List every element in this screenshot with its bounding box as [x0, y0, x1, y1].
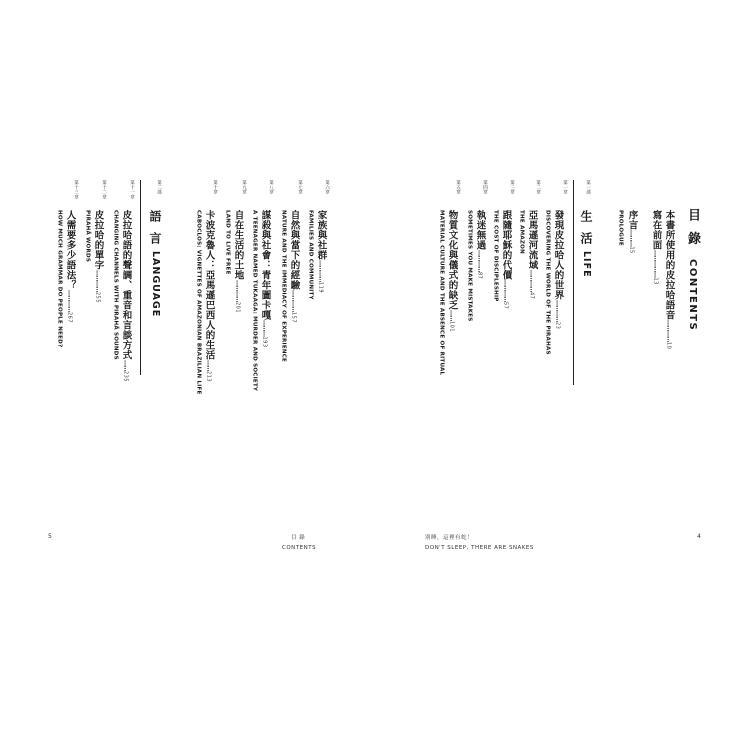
- entry-title: 發現皮拉哈人的世界: [552, 210, 564, 300]
- chapter-3-label: 第三章: [509, 180, 515, 195]
- chapter-1-label: 第一章: [562, 180, 568, 195]
- running-head-en-right: DON'T SLEEP, THERE ARE SNAKES: [425, 545, 534, 551]
- page-ref: 101: [448, 321, 455, 333]
- page-ref: 23: [554, 322, 561, 330]
- chapter-5-label: 第五章: [455, 180, 461, 195]
- page-ref: 119: [317, 282, 324, 294]
- chapter-13-en: HOW MUCH GRAMMAR DO PEOPLE NEED?: [56, 210, 63, 348]
- page-ref: 10: [665, 342, 672, 350]
- page-ref: 13: [652, 277, 659, 285]
- part-one-label: 第一部: [585, 180, 591, 195]
- chapter-6-en: FAMILIES AND COMMUNITY: [307, 210, 314, 300]
- entry-title: 謀殺與社會：青年圖卡嘎: [259, 210, 271, 320]
- toc-entry-chapter-12[interactable]: 皮拉哈的單字…………255: [92, 210, 104, 304]
- part-two-label: 第二部: [156, 180, 162, 195]
- chapter-1-en: DISCOVERING THE WORLD OF THE PIRAHAS: [544, 210, 551, 355]
- chapter-12-en: PIRAHÃ WORDS: [84, 210, 91, 263]
- part-two-cn: 語 言: [148, 210, 162, 248]
- toc-entry-chapter-6[interactable]: 家族與社群…………119: [315, 210, 327, 294]
- chapter-5-en: MATERIAL CULTURE AND THE ABSENCE OF RITUAL: [438, 210, 445, 376]
- running-head-cn-right: 別睡，這裡有蛇！: [425, 535, 474, 541]
- entry-title: 跟隨耶穌的代價: [500, 210, 512, 280]
- toc-entry-chapter-5[interactable]: 物質文化與儀式的缺乏……101: [446, 210, 458, 333]
- entry-title: 物質文化與儀式的缺乏: [446, 210, 458, 310]
- entry-title: 人需要多少語法？: [64, 210, 76, 290]
- toc-entry-chapter-13[interactable]: 人需要多少語法？…………267: [64, 210, 76, 324]
- page-ref: 235: [122, 371, 129, 383]
- page-ref: 267: [66, 312, 73, 324]
- page-number-right: 4: [697, 533, 701, 540]
- page-ref: 15: [628, 246, 635, 254]
- entry-title: 自在生活的土地: [232, 210, 244, 280]
- toc-entry-chapter-1[interactable]: 發現皮拉哈人的世界…………23: [552, 210, 564, 330]
- part-one-heading: [578, 210, 594, 278]
- part-two-rule: [140, 180, 141, 375]
- page-ref: 213: [205, 371, 212, 383]
- chapter-13-label: 第十三章: [73, 180, 79, 200]
- page-ref: 193: [261, 336, 268, 348]
- toc-title: [684, 208, 700, 331]
- entry-title: 寫在前面: [650, 210, 662, 250]
- entry-title: 序言: [626, 210, 638, 230]
- page-ref: 47: [528, 292, 535, 300]
- chapter-10-label: 第十章: [212, 180, 218, 195]
- toc-entry-chapter-7[interactable]: 自然與當下的經驗…………157: [288, 210, 300, 324]
- toc-entry-foreword[interactable]: 寫在前面……………13: [650, 210, 662, 285]
- chapter-4-label: 第四章: [482, 180, 488, 195]
- page-ref: 57: [502, 302, 509, 310]
- chapter-8-label: 第八章: [268, 180, 274, 195]
- page-ref: 255: [94, 292, 101, 304]
- page-ref: 157: [290, 312, 297, 324]
- chapter-7-label: 第七章: [297, 180, 303, 195]
- toc-entry-chapter-3[interactable]: 跟隨耶穌的代價…………57: [500, 210, 512, 310]
- entry-title: 執迷無過: [474, 210, 486, 250]
- toc-entry-chapter-11[interactable]: 皮拉哈語的聲調、重音和言談方式……235: [120, 210, 132, 383]
- toc-entry-prologue-en: PROLOGUE: [617, 210, 624, 246]
- toc-entry-chapter-4[interactable]: 執迷無過…………87: [474, 210, 486, 280]
- part-one-rule: [573, 180, 574, 385]
- chapter-10-en: CABOCLOS: VIGNETTES OF AMAZONIAN BRAZILIAN LIFE: [195, 210, 202, 395]
- part-two-heading: [147, 210, 163, 317]
- toc-entry-chapter-9[interactable]: 自在生活的土地…………201: [232, 210, 244, 314]
- chapter-8-en: A TEENAGER NAMED TUKAAGA: MURDER AND SOCIETY: [251, 210, 258, 392]
- entry-title: 自然與當下的經驗: [288, 210, 300, 290]
- part-one-en: LIFE: [581, 251, 592, 278]
- chapter-9-en: LAND TO LIVE FREE: [224, 210, 231, 275]
- running-head-en-left: CONTENTS: [282, 545, 317, 551]
- chapter-9-label: 第九章: [241, 180, 247, 195]
- toc-entry-chapter-2[interactable]: 亞馬遜河流域…………47: [526, 210, 538, 300]
- entry-title: 卡波克魯人：亞馬遜巴西人的生活: [203, 210, 215, 360]
- page-number-left: 5: [48, 533, 52, 540]
- toc-title-cn: 目 錄: [685, 208, 700, 248]
- entry-title: 家族與社群: [315, 210, 327, 260]
- running-head-cn-left: 目 錄: [291, 535, 306, 541]
- page-ref: 87: [476, 272, 483, 280]
- part-one-cn: 生 活: [579, 210, 593, 248]
- chapter-2-en: THE AMAZON: [518, 210, 525, 254]
- chapter-3-en: THE COST OF DISCIPLESHIP: [492, 210, 499, 302]
- toc-entry-phonetics[interactable]: 本書所使用的皮拉哈語音…………10: [663, 210, 675, 350]
- chapter-12-label: 第十二章: [101, 180, 107, 200]
- toc-entry-chapter-10[interactable]: 卡波克魯人：亞馬遜巴西人的生活……213: [203, 210, 215, 383]
- entry-title: 本書所使用的皮拉哈語音: [663, 210, 675, 320]
- toc-entry-chapter-8[interactable]: 謀殺與社會：青年圖卡嘎………193: [259, 210, 271, 348]
- chapter-6-label: 第六章: [324, 180, 330, 195]
- toc-title-en: CONTENTS: [687, 258, 698, 331]
- chapter-11-en: CHANGING CHANNELS WITH PIRAHÃ SOUNDS: [112, 210, 119, 360]
- part-two-en: LANGUAGE: [150, 251, 161, 318]
- entry-title: 皮拉哈的單字: [92, 210, 104, 270]
- chapter-4-en: SOMETIMES YOU MAKE MISTAKES: [466, 210, 473, 322]
- chapter-2-label: 第二章: [535, 180, 541, 195]
- page-ref: 201: [234, 302, 241, 314]
- chapter-7-en: NATURE AND THE IMMEDIACY OF EXPERIENCE: [280, 210, 287, 363]
- entry-title: 亞馬遜河流域: [526, 210, 538, 270]
- toc-entry-prologue[interactable]: 序言………15: [626, 210, 638, 254]
- chapter-11-label: 第十一章: [129, 180, 135, 200]
- entry-title: 皮拉哈語的聲調、重音和言談方式: [120, 210, 132, 360]
